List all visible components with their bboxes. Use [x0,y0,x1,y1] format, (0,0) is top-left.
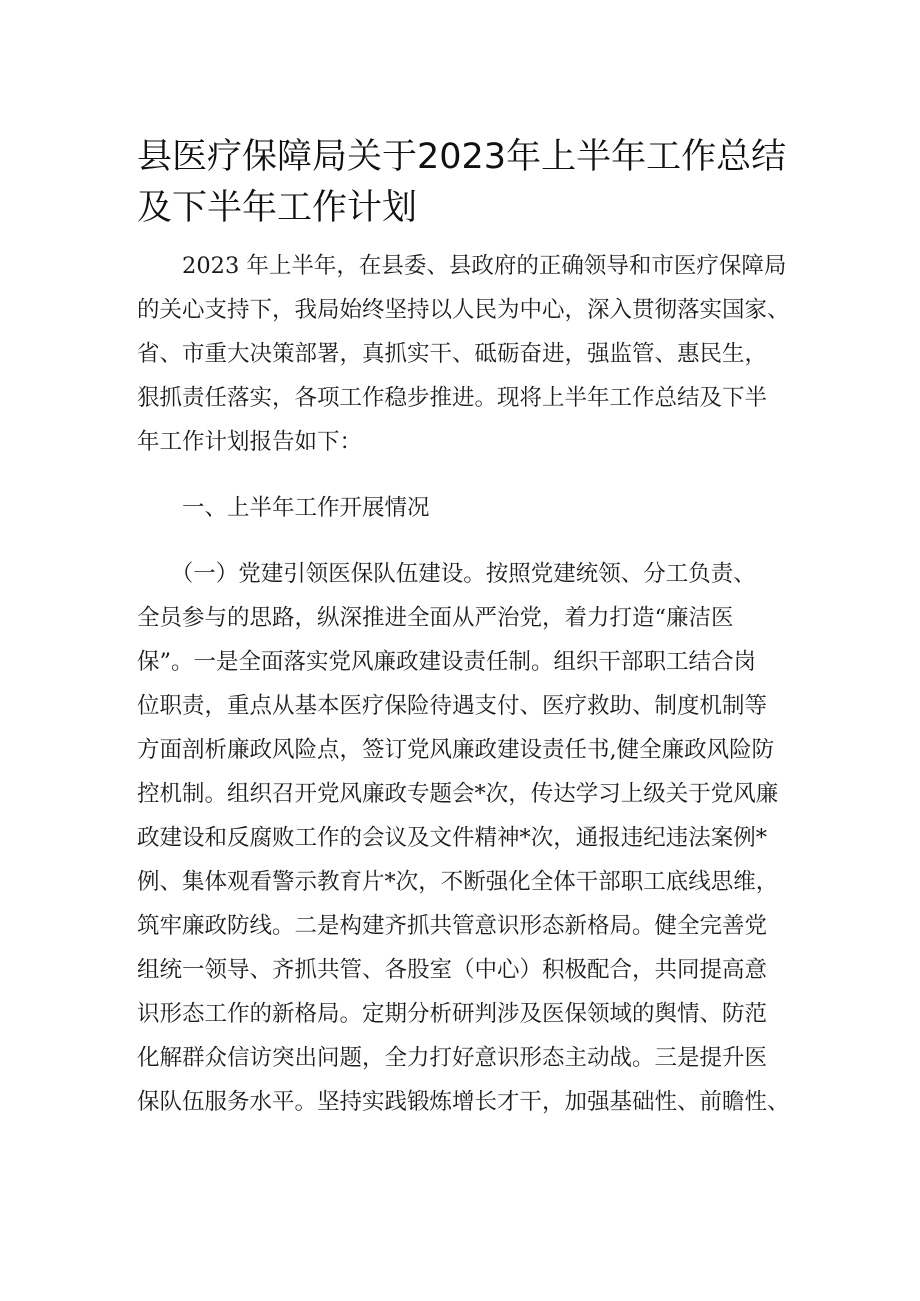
text-line: 政建设和反腐败工作的会议及文件精神*次，通报违纪违法案例* [137,825,768,851]
paragraph-gap [137,464,823,486]
text-line: 的关心支持下，我局始终坚持以人民为中心，深入贯彻落实国家、 [137,297,790,323]
text-line: 位职责，重点从基本医疗保险待遇支付、医疗救助、制度机制等 [137,693,768,719]
paragraph-gap [137,530,823,552]
text-line: 保队伍服务水平。坚持实践锻炼增长才干，加强基础性、前瞻性、 [137,1089,790,1115]
text-line: 例、集体观看警示教育片*次，不断强化全体干部职工底线思维， [137,869,779,895]
text-line: 控机制。组织召开党风廉政专题会*次，传达学习上级关于党风廉 [137,781,779,807]
text-line: 保”。一是全面落实党风廉政建设责任制。组织干部职工结合岗 [137,649,757,675]
text-line: 方面剖析廉政风险点，签订党风廉政建设责任书,健全廉政风险防 [137,737,775,763]
intro-paragraph [137,244,823,464]
section-heading: 一、上半年工作开展情况 [137,495,430,521]
text-line: 2023 年上半年，在县委、县政府的正确领导和市医疗保障局 [137,253,787,279]
text-line: 识形态工作的新格局。定期分析研判涉及医保领域的舆情、防范 [137,1001,768,1027]
text-line: 全员参与的思路，纵深推进全面从严治党，着力打造“廉洁医 [137,605,734,631]
text-line: 组统一领导、齐抓共管、各股室（中心）积极配合，共同提高意 [137,957,768,983]
text-line: （一）党建引领医保队伍建设。按照党建统领、分工负责、 [137,561,756,587]
text-line: 年工作计划报告如下： [137,429,363,455]
title-line: 县医疗保障局关于2023年上半年工作总结 [137,137,787,177]
document-body [137,244,823,1124]
party-building-paragraph [137,552,823,1124]
text-line: 化解群众信访突出问题，全力打好意识形态主动战。三是提升医 [137,1045,768,1071]
text-line: 狠抓责任落实，各项工作稳步推进。现将上半年工作总结及下半 [137,385,768,411]
text-line: 省、市重大决策部署，真抓实干、砥砺奋进，强监管、惠民生， [137,341,768,367]
text-line: 筑牢廉政防线。二是构建齐抓共管意识形态新格局。健全完善党 [137,913,768,939]
title-line: 及下半年工作计划 [137,188,418,228]
document-title [137,132,817,234]
